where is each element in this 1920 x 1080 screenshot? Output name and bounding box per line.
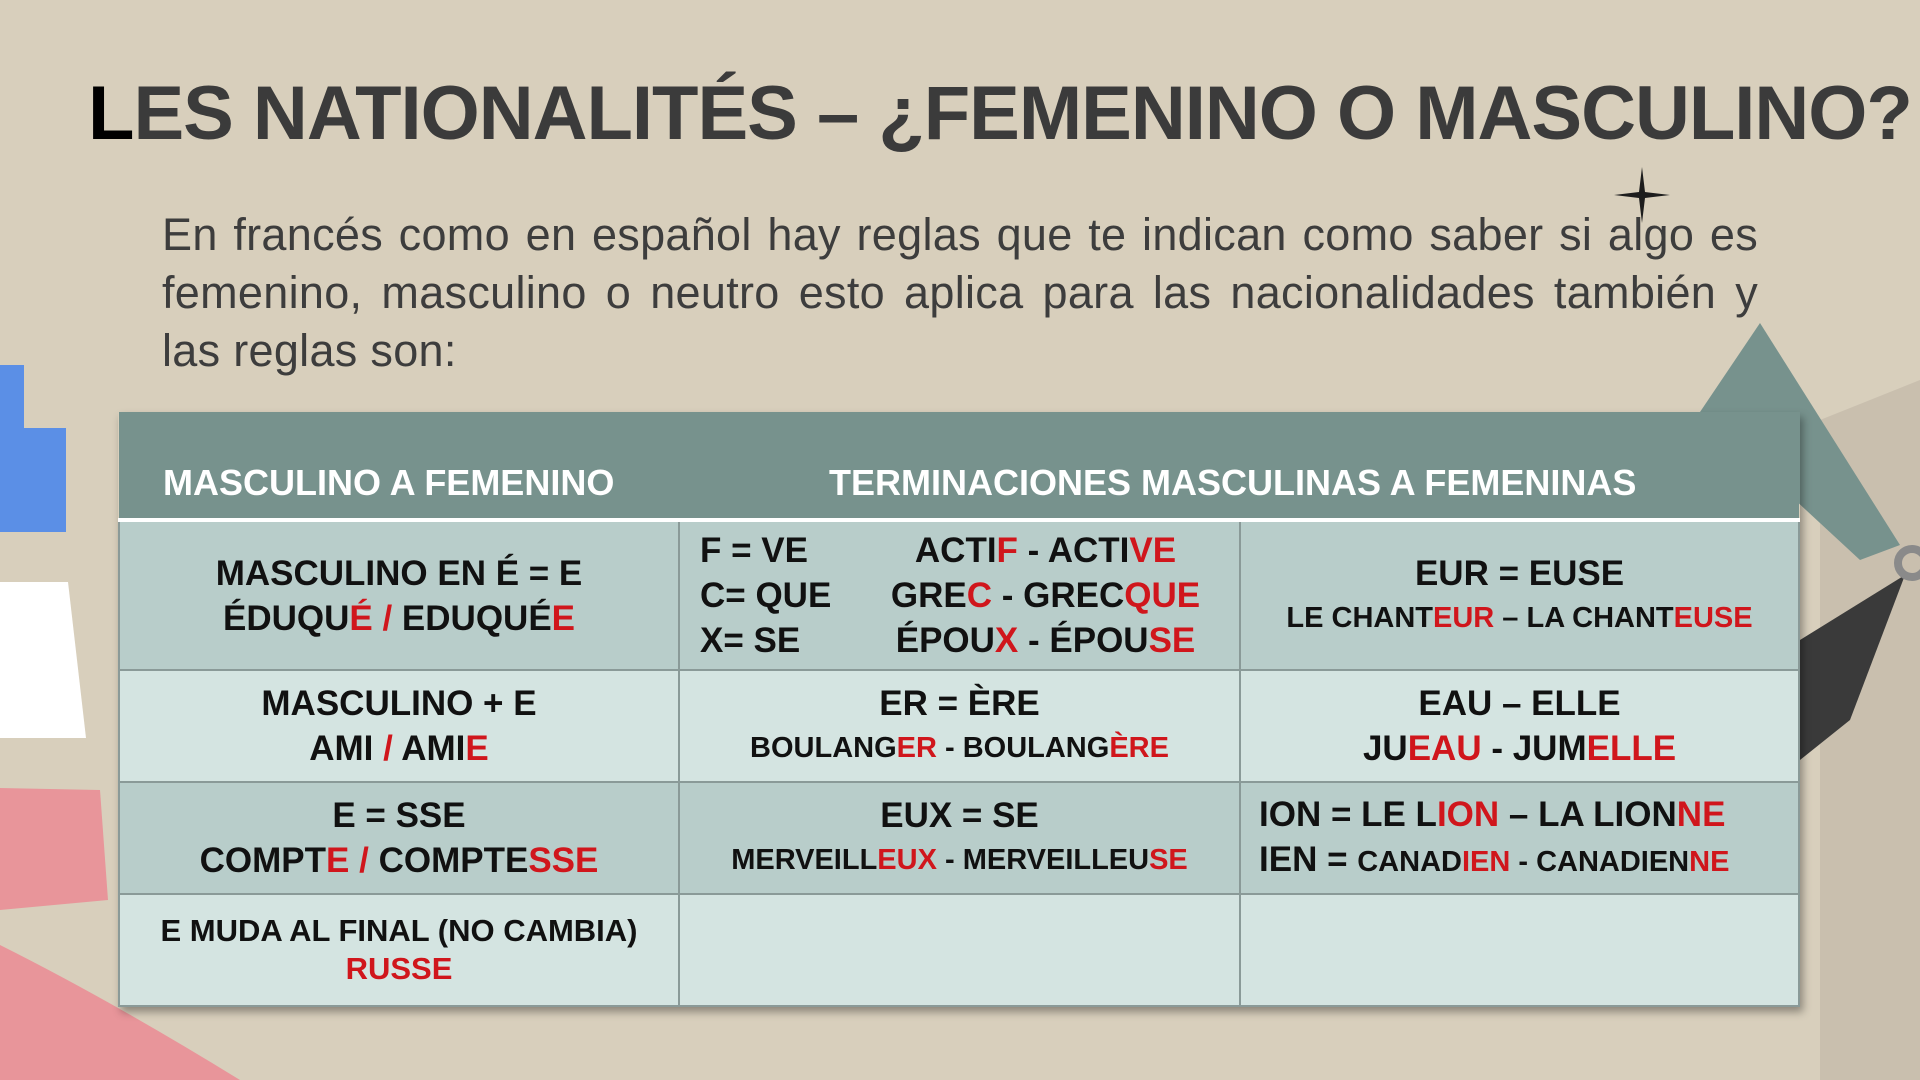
rule-text: F = VE — [700, 531, 808, 570]
word-segment: ÉPOU — [895, 621, 995, 660]
highlight-ending: SE — [1149, 844, 1188, 876]
title-first-letter: L — [88, 71, 134, 156]
example-line — [1259, 837, 1790, 885]
rule-text: C= QUE — [700, 576, 832, 615]
table-header-row — [119, 412, 1799, 520]
word-segment: - GREC — [992, 576, 1125, 615]
cell-r1-c2 — [679, 520, 1240, 670]
example-text — [128, 838, 670, 883]
word-segment: ION = LE L — [1259, 794, 1437, 834]
example-text — [1357, 846, 1729, 878]
rule-text: EUR = EUSE — [1414, 553, 1625, 593]
cell-r4-c1 — [119, 894, 679, 1006]
highlight-ending: E — [326, 841, 350, 880]
word-segment: LE CHANT — [1286, 601, 1434, 634]
word-segment: - ACTI — [1017, 531, 1130, 570]
rule-text: EUX = SE — [880, 796, 1039, 835]
table-row — [119, 670, 1799, 782]
word-segment: EDUQUÉ — [401, 598, 552, 638]
rule-text: IEN = — [1259, 839, 1358, 879]
word-segment: ÉDUQU — [222, 598, 350, 638]
cell-r3-c1 — [119, 782, 679, 894]
pink-block — [0, 788, 108, 910]
word-segment: AMI — [401, 729, 466, 768]
rule-text: E MUDA AL FINAL (NO CAMBIA) — [160, 913, 638, 948]
word-segment: - ÉPOU — [1018, 621, 1149, 660]
word-segment: AMI — [309, 729, 374, 768]
cell-r2-c3 — [1240, 670, 1799, 782]
highlight-ending: ER — [896, 732, 937, 764]
example-text — [1259, 792, 1790, 837]
word-segment: - MERVEILLEU — [936, 844, 1150, 876]
example-text — [688, 838, 1231, 883]
example-text — [860, 618, 1231, 663]
intro-paragraph: En francés como en español hay reglas que te indican como saber si algo es femenino, masculino o neutro esto aplica para las nacionalidades también y las reglas son: — [162, 209, 1758, 376]
cell-r2-c2 — [679, 670, 1240, 782]
word-segment: - JUM — [1481, 729, 1587, 768]
word-segment: COMPTE — [378, 841, 529, 880]
example-text — [1249, 726, 1790, 771]
table-row — [119, 520, 1799, 670]
highlight-ending: EUR — [1433, 601, 1495, 634]
title-text: ES NATIONALITÉS – ¿FEMENINO O MASCULINO? — [133, 71, 1912, 156]
rule-text: MASCULINO + E — [261, 684, 537, 723]
highlight-ending: / — [373, 729, 402, 768]
word-segment: - BOULANG — [936, 732, 1110, 764]
example-text — [860, 573, 1231, 618]
example-text — [128, 726, 670, 771]
rule-text: X= SE — [700, 621, 801, 660]
highlight-ending: EUX — [877, 844, 937, 876]
highlight-ending: ELLE — [1586, 729, 1677, 768]
highlight-ending: SE — [1148, 621, 1196, 660]
example-text — [1249, 596, 1790, 641]
highlight-ending: C — [966, 576, 993, 615]
highlight-ending: EAU — [1407, 729, 1482, 768]
highlight-ending: VE — [1129, 531, 1177, 570]
example-text — [860, 528, 1231, 573]
rule-text: E = SSE — [332, 796, 466, 835]
example-text — [128, 596, 670, 641]
word-segment: GRE — [890, 576, 967, 615]
word-segment: – LA CHANT — [1494, 601, 1674, 634]
highlight-ending: QUE — [1124, 576, 1201, 615]
rule-text: ER = ÈRE — [879, 684, 1040, 723]
word-segment: CANAD — [1357, 845, 1462, 878]
word-segment: MERVEILL — [731, 844, 878, 876]
highlight-ending: IEN — [1461, 845, 1511, 878]
highlight-ending: NE — [1689, 845, 1730, 878]
example-text — [688, 726, 1231, 771]
rule-text: MASCULINO EN É = E — [215, 553, 583, 593]
rules-table — [118, 412, 1800, 1007]
word-segment: - CANADIEN — [1510, 845, 1690, 878]
page-title — [88, 70, 1912, 157]
highlight-ending: É — [349, 598, 373, 638]
highlight-ending: SSE — [528, 841, 599, 880]
cell-r3-c3 — [1240, 782, 1799, 894]
cell-r3-c2 — [679, 782, 1240, 894]
table-row — [119, 782, 1799, 894]
highlight-ending: ÈRE — [1109, 732, 1169, 764]
highlight-ending: F — [996, 531, 1018, 570]
word-segment: BOULANG — [750, 732, 897, 764]
cell-r4-c3-empty — [1240, 894, 1799, 1006]
word-segment: COMPT — [199, 841, 327, 880]
header-masculino-a-femenino: MASCULINO A FEMENINO — [119, 412, 679, 520]
highlight-ending: EUSE — [1673, 601, 1753, 634]
rule-list — [688, 528, 1231, 663]
highlight-ending: E — [465, 729, 489, 768]
word-segment: JU — [1362, 729, 1408, 768]
header-terminaciones: TERMINACIONES MASCULINAS A FEMENINAS — [679, 412, 1799, 520]
highlight-ending: E — [551, 598, 576, 638]
cell-r1-c3 — [1240, 520, 1799, 670]
highlight-ending: NE — [1676, 794, 1726, 834]
word-segment: – LA LION — [1499, 794, 1677, 834]
highlight-ending: / — [349, 841, 379, 880]
blue-block — [0, 365, 66, 532]
highlight-ending: / — [372, 598, 402, 638]
word-segment: ACTI — [914, 531, 997, 570]
highlight-ending: X — [994, 621, 1019, 660]
table-row — [119, 894, 1799, 1006]
cell-r1-c1 — [119, 520, 679, 670]
example-text: RUSSE — [345, 951, 453, 986]
white-block — [0, 582, 86, 738]
cell-r2-c1 — [119, 670, 679, 782]
cell-r4-c2-empty — [679, 894, 1240, 1006]
rule-text: EAU – ELLE — [1418, 684, 1621, 723]
highlight-ending: ION — [1436, 794, 1500, 834]
